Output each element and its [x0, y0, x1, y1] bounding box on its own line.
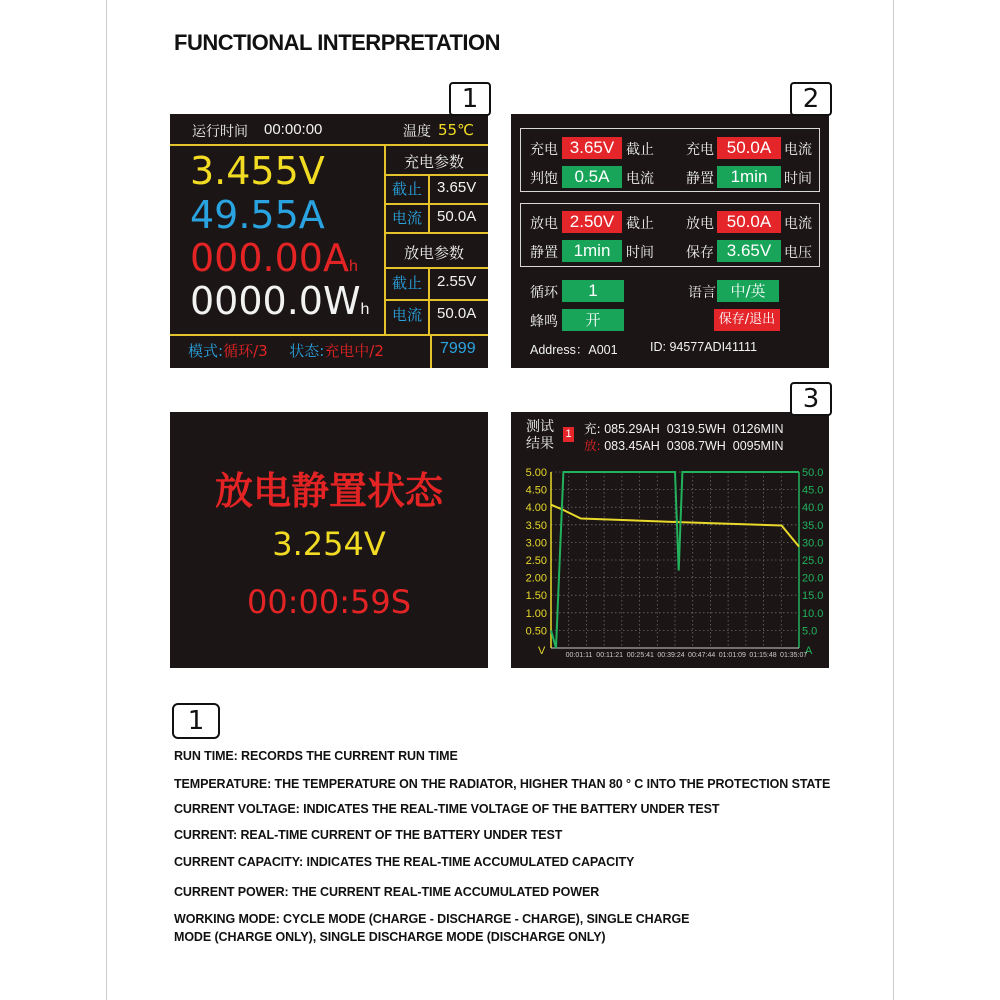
runtime-value: 00:00:00 — [264, 121, 323, 138]
y-right-tick-label: 10.0 — [802, 607, 824, 620]
discharge-title-line — [384, 267, 488, 269]
panel-badge-3: 3 — [790, 382, 832, 416]
charge-cutoff-setting[interactable]: 3.65V — [562, 137, 622, 159]
desc-power: CURRENT POWER: THE CURRENT REAL-TIME ACCUMULATED POWER — [174, 885, 600, 899]
charge-end-line — [384, 232, 488, 234]
current-label-1: 电流 — [784, 142, 812, 158]
saturation-current-setting[interactable]: 0.5A — [562, 166, 622, 188]
current-label-2: 电流 — [626, 171, 654, 187]
mode-value: 循环/3 — [223, 342, 268, 360]
capacity-value: 000.00A — [190, 236, 349, 280]
desc-working-mode-2: MODE (CHARGE ONLY), SINGLE DISCHARGE MODE (DISCHARGE ONLY) — [174, 930, 606, 944]
y-left-tick-label: 5.00 — [525, 467, 547, 479]
settings-panel[interactable] — [511, 114, 829, 368]
charge-label-2: 充电 — [686, 142, 714, 158]
discharge-cutoff-value: 2.55V — [437, 273, 477, 290]
power-value: 0000.0W — [190, 279, 361, 323]
result-label-2: 结果 — [526, 436, 554, 452]
runtime-label: 运行时间 — [192, 124, 248, 140]
status-label: 状态: — [289, 342, 325, 360]
charge-result-label: 充: — [584, 421, 601, 436]
discharge-result-line — [584, 436, 783, 454]
panel-badge-1: 1 — [449, 82, 491, 116]
x-tick-label: 01:01:09 — [718, 652, 746, 659]
storage-voltage-setting[interactable]: 3.65V — [717, 240, 781, 262]
time-label-1: 时间 — [784, 171, 812, 187]
cutoff-label-1: 截止 — [626, 142, 654, 158]
cycle-setting[interactable]: 1 — [562, 280, 624, 302]
y-right-tick-label: 5.0 — [802, 625, 818, 638]
desc-working-mode-1: WORKING MODE: CYCLE MODE (CHARGE - DISCHARGE - CHARGE), SINGLE CHARGE — [174, 912, 690, 926]
language-setting[interactable]: 中/英 — [717, 280, 779, 302]
buzzer-setting[interactable]: 开 — [562, 309, 624, 331]
x-tick-label: 00:11:21 — [596, 652, 624, 659]
discharge-result-label: 放: — [584, 438, 601, 453]
device-id-text: ID: 94577ADI41111 — [650, 340, 758, 354]
capacity-readout — [190, 236, 358, 280]
discharge-label-2: 放电 — [686, 216, 714, 232]
x-tick-label: 00:47:44 — [688, 652, 716, 659]
y-right-tick-label: 45.0 — [802, 484, 824, 497]
right-border-line — [893, 0, 894, 1000]
save-exit-button[interactable]: 保存/退出 — [714, 309, 780, 331]
discharge-current-label: 电流 — [392, 306, 423, 324]
y-right-tick-label: 40.0 — [802, 502, 824, 515]
temperature-label: 温度 — [403, 124, 431, 140]
mode-label: 模式: — [188, 342, 224, 360]
discharge-result-values: 083.45AH 0308.7WH 0095MIN — [604, 439, 784, 453]
desc-voltage: CURRENT VOLTAGE: INDICATES THE REAL-TIME VOLTAGE OF THE BATTERY UNDER TEST — [174, 802, 720, 816]
y-left-tick-label: 4.00 — [525, 502, 547, 515]
y-left-tick-label: 1.50 — [525, 590, 547, 603]
y-left-tick-label: 3.50 — [525, 519, 547, 532]
y-left-tick-label: 2.50 — [525, 555, 547, 567]
divider-bottom — [170, 334, 488, 336]
x-tick-label: 01:35:07 — [780, 652, 808, 659]
discharge-current-value: 50.0A — [437, 305, 477, 322]
discharge-cutoff-label: 截止 — [392, 274, 423, 292]
y-left-unit-label: V — [538, 645, 546, 657]
charge-cutoff-value: 3.65V — [437, 179, 477, 196]
y-left-tick-label: 1.00 — [525, 607, 547, 620]
y-left-tick-label: 0.50 — [525, 625, 547, 638]
saturation-label: 判饱 — [530, 171, 558, 187]
rest-state-timer: 00:00:59S — [246, 583, 412, 621]
y-right-tick-label: 15.0 — [802, 590, 824, 603]
left-border-line — [106, 0, 107, 1000]
discharge-cutoff-setting[interactable]: 2.50V — [562, 211, 622, 233]
time-label-2: 时间 — [626, 245, 654, 261]
status-value: 充电中/2 — [324, 342, 384, 360]
y-right-tick-label: 50.0 — [802, 467, 824, 479]
current-label-3: 电流 — [784, 216, 812, 232]
power-unit: h — [360, 301, 370, 318]
main-display-panel — [170, 114, 488, 368]
temperature-value: 55℃ — [438, 121, 474, 139]
power-readout — [190, 279, 370, 323]
discharge-rest-setting[interactable]: 1min — [562, 240, 622, 262]
rest-state-voltage: 3.254V — [272, 525, 386, 563]
discharge-row-line — [384, 299, 488, 301]
rest-state-panel — [170, 412, 488, 668]
y-left-tick-label: 4.50 — [525, 484, 547, 497]
divider-top — [170, 144, 488, 146]
charge-rest-setting[interactable]: 1min — [717, 166, 781, 188]
charge-result-line — [584, 419, 783, 437]
y-right-tick-label: 35.0 — [802, 519, 824, 532]
y-right-tick-label: 20.0 — [802, 572, 824, 585]
address-text: Address：A001 — [530, 343, 618, 357]
current-readout: 49.55A — [190, 193, 325, 237]
y-left-tick-label: 2.00 — [525, 572, 547, 585]
charge-result-values: 085.29AH 0319.5WH 0126MIN — [604, 422, 784, 436]
rest-state-title: 放电静置状态 — [214, 469, 443, 513]
y-right-tick-label: 30.0 — [802, 537, 824, 550]
charge-title-line — [384, 174, 488, 176]
capacity-unit: h — [348, 258, 358, 275]
desc-run-time: RUN TIME: RECORDS THE CURRENT RUN TIME — [174, 749, 458, 763]
counter-value: 7999 — [440, 340, 476, 357]
cutoff-label-2: 截止 — [626, 216, 654, 232]
x-tick-label: 00:25:41 — [626, 652, 654, 659]
x-tick-label: 00:39:24 — [657, 652, 685, 659]
divider-counter — [430, 334, 432, 368]
charge-cutoff-label: 截止 — [392, 180, 423, 198]
page-title: FUNCTIONAL INTERPRETATION — [174, 30, 501, 55]
desc-current: CURRENT: REAL-TIME CURRENT OF THE BATTERY UNDER TEST — [174, 828, 563, 842]
rest-label-2: 静置 — [530, 245, 558, 261]
voltage-readout: 3.455V — [190, 149, 325, 193]
x-tick-label: 00:01:11 — [565, 652, 593, 659]
y-right-unit-label: A — [805, 645, 813, 657]
cycle-label: 循环 — [530, 285, 558, 301]
buzzer-label: 蜂鸣 — [530, 314, 558, 330]
discharge-label-1: 放电 — [530, 216, 558, 232]
y-right-tick-label: 25.0 — [802, 555, 824, 567]
mode-status-line — [188, 340, 384, 361]
discharge-current-setting[interactable]: 50.0A — [717, 211, 781, 233]
charge-params-title: 充电参数 — [404, 153, 465, 171]
charge-current-label: 电流 — [392, 209, 423, 227]
divider-params — [384, 144, 386, 334]
language-label: 语言 — [688, 285, 716, 301]
result-index-badge: 1 — [563, 427, 574, 442]
x-tick-label: 01:15:48 — [749, 652, 777, 659]
panel-badge-2: 2 — [790, 82, 832, 116]
charge-current-value: 50.0A — [437, 208, 477, 225]
discharge-params-title: 放电参数 — [404, 244, 465, 262]
y-left-tick-label: 3.00 — [525, 537, 547, 550]
rest-label-1: 静置 — [686, 171, 714, 187]
charge-row-line — [384, 203, 488, 205]
desc-temperature: TEMPERATURE: THE TEMPERATURE ON THE RADIATOR, HIGHER THAN 80 ° C INTO THE PROTECTION STATE — [174, 777, 831, 791]
charge-label-1: 充电 — [530, 142, 558, 158]
storage-label: 保存 — [686, 245, 714, 261]
charge-current-setting[interactable]: 50.0A — [717, 137, 781, 159]
voltage-label: 电压 — [784, 245, 812, 261]
desc-capacity: CURRENT CAPACITY: INDICATES THE REAL-TIME ACCUMULATED CAPACITY — [174, 855, 635, 869]
test-result-panel — [511, 412, 829, 668]
section-badge-1: 1 — [172, 703, 220, 739]
result-label-1: 测试 — [526, 419, 554, 435]
voltage-current-chart — [511, 458, 829, 668]
